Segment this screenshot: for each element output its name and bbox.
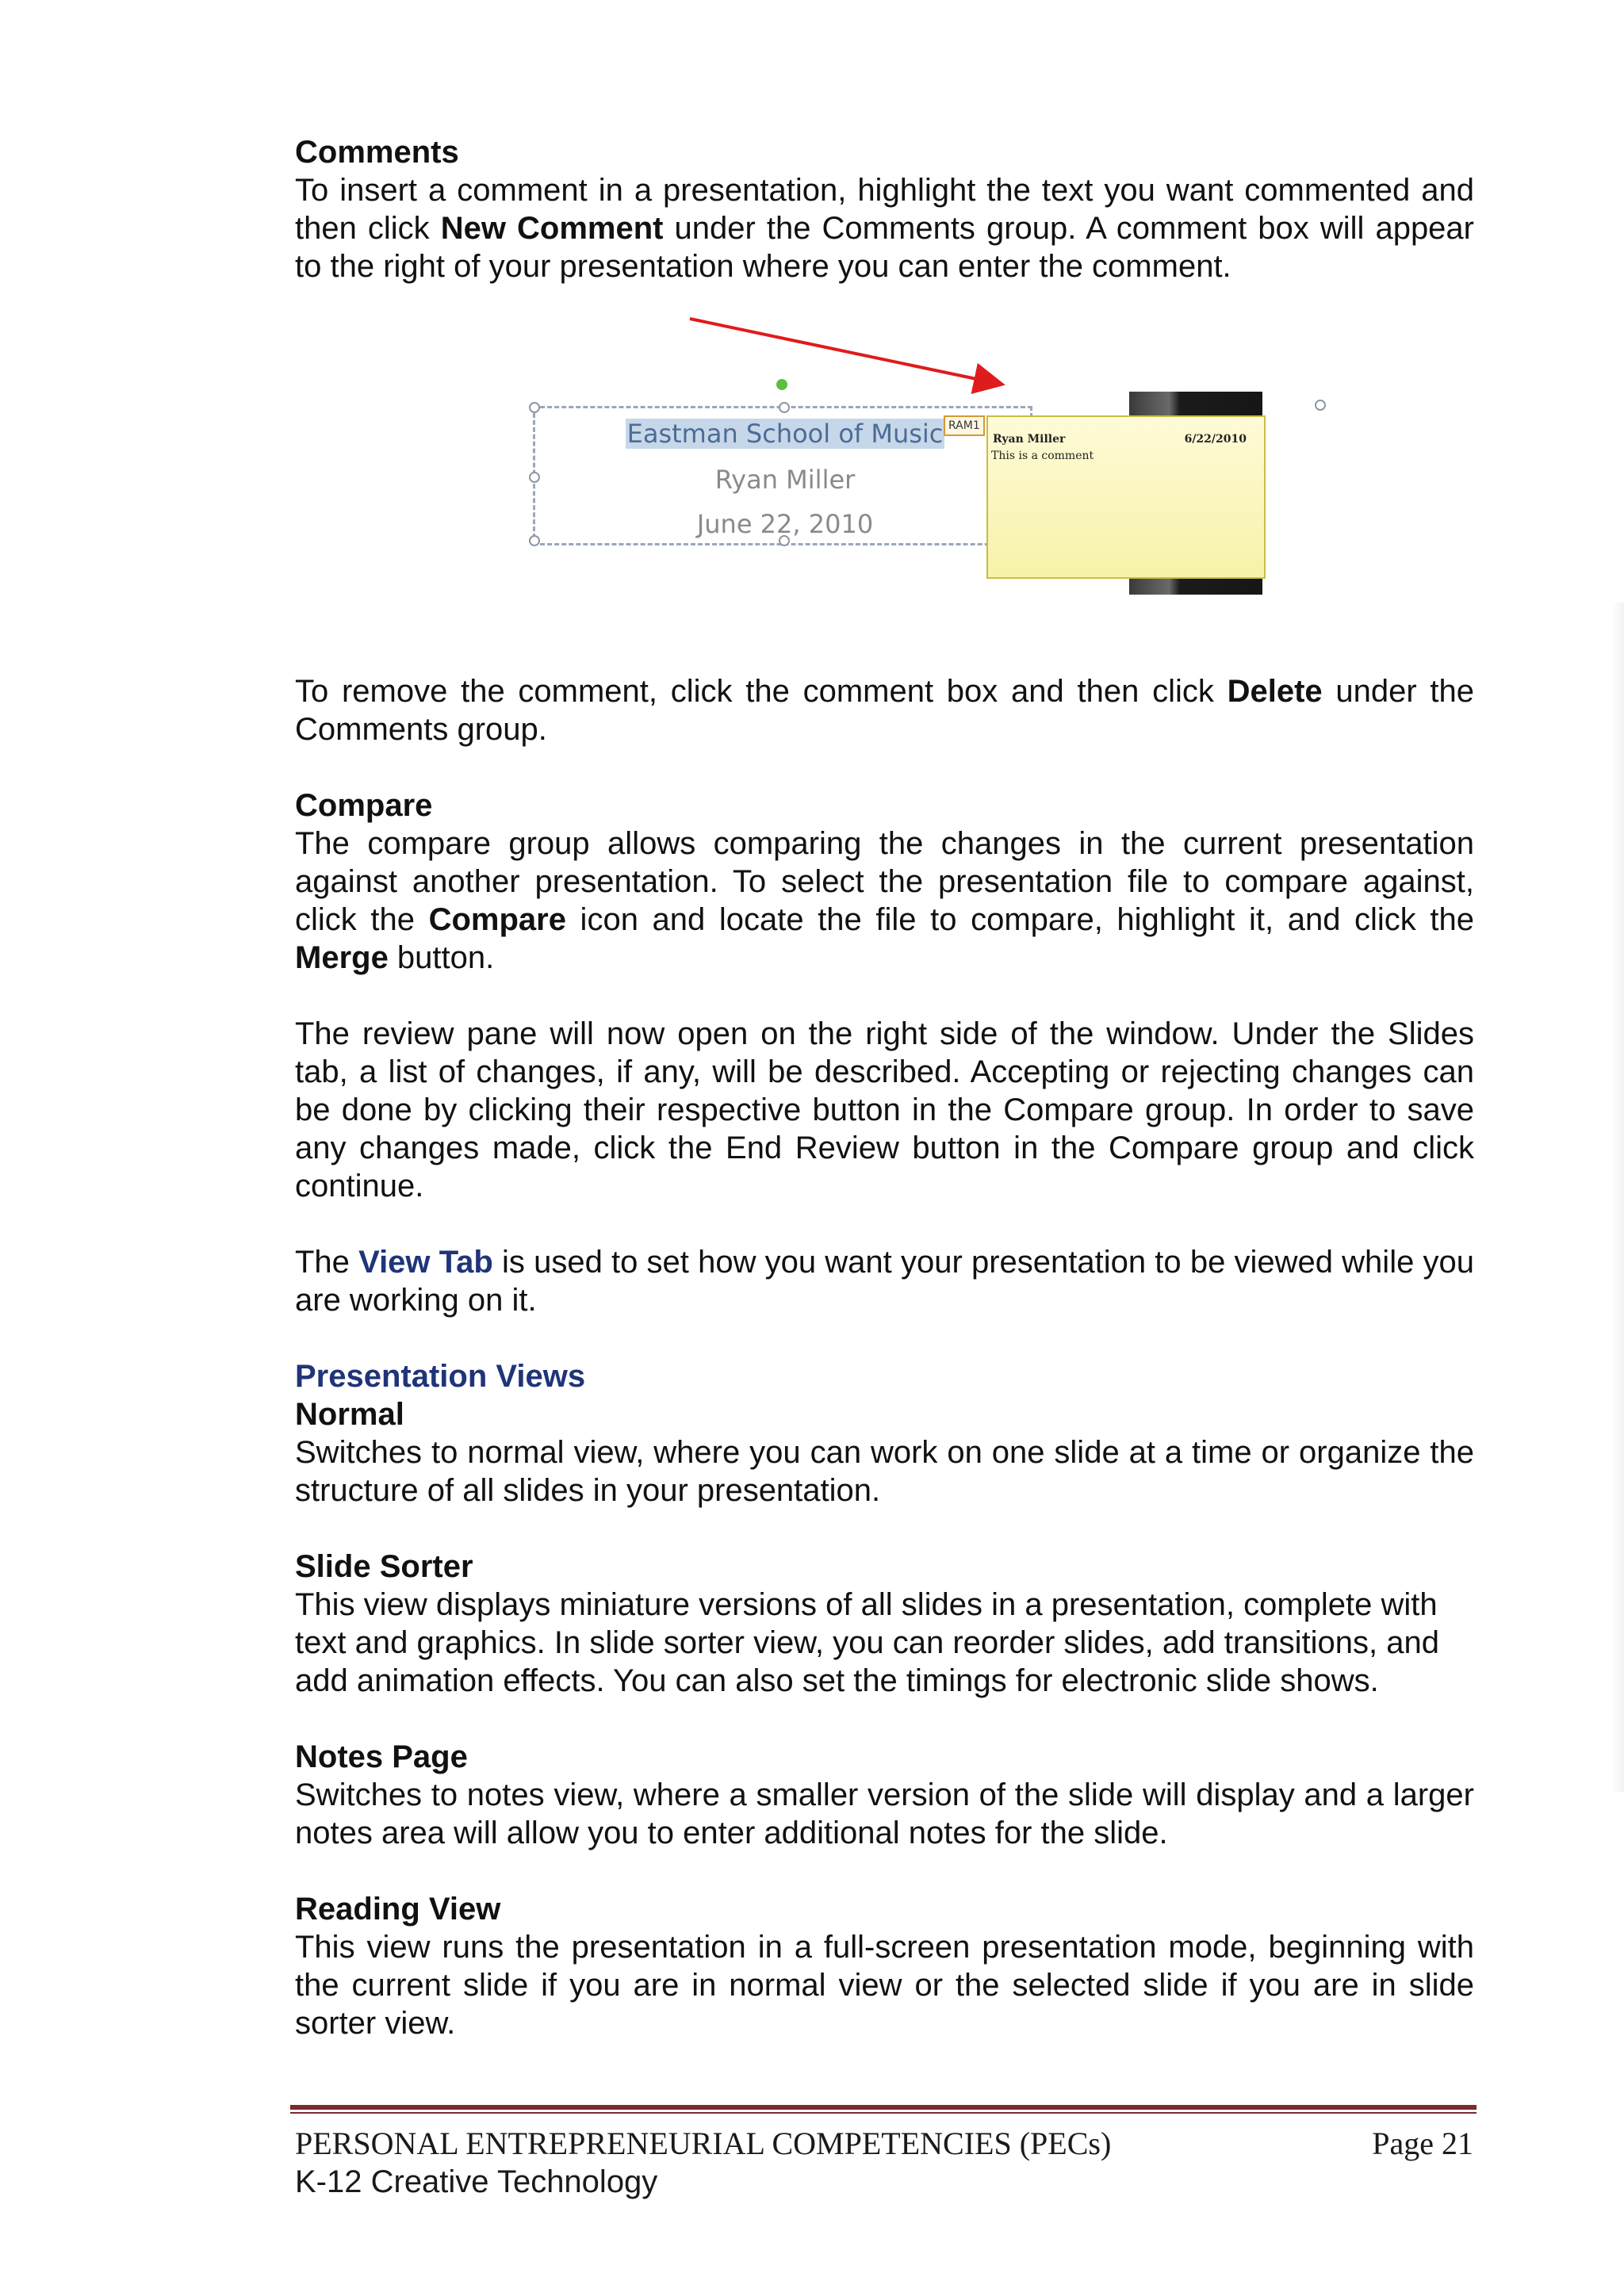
delete-term: Delete <box>1227 674 1323 709</box>
comment-date: 6/22/2010 <box>1184 433 1247 446</box>
view-tab-term: View Tab <box>358 1245 493 1280</box>
footer-title: PERSONAL ENTREPRENEURIAL COMPETENCIES (PECs) <box>295 2126 1112 2161</box>
compare-heading: Compare <box>295 788 433 823</box>
page-edge-shadow <box>1611 603 1624 1792</box>
resize-handle-icon <box>779 402 790 413</box>
comment-author: Ryan Miller <box>993 433 1066 446</box>
page-content <box>295 133 1474 2042</box>
merge-term: Merge <box>295 940 389 975</box>
review-paragraph: The review pane will now open on the right side of the window. Under the Slides tab, a list of changes, if any, will be described. Accepting or rejecting changes can be done by clicking their respective button in the Compare group. In order to save any changes made, click the End Review button in the Compare group and click continue. <box>295 1016 1474 1203</box>
slide-author-line: Ryan Miller <box>714 465 856 495</box>
resize-handle-icon <box>529 402 540 413</box>
compare-term: Compare <box>428 902 566 937</box>
compare-paragraph: The compare group allows comparing the changes in the current presentation against another presentation. To select the presentation file to compare against, click the Compare icon and locate the file to compare, highlight it, and click the Merge button. <box>295 826 1474 975</box>
slide-sorter-heading: Slide Sorter <box>295 1549 473 1584</box>
normal-paragraph: Switches to normal view, where you can work on one slide at a time or organize the structure of all slides in your presentation. <box>295 1435 1474 1508</box>
notes-page-heading: Notes Page <box>295 1739 468 1774</box>
comment-marker: RAM1 <box>944 415 985 436</box>
comment-text: This is a comment <box>991 450 1094 462</box>
comment-screenshot-figure <box>295 312 1474 629</box>
comment-box <box>986 415 1266 579</box>
comments-heading: Comments <box>295 135 459 170</box>
rotation-handle-icon <box>776 379 787 390</box>
notes-page-paragraph: Switches to notes view, where a smaller version of the slide will display and a larger notes area will allow you to enter additional notes for the slide. <box>295 1777 1474 1850</box>
footer-rule-thin <box>290 2112 1477 2114</box>
page-number: Page 21 <box>1372 2126 1473 2161</box>
reading-view-heading: Reading View <box>295 1892 501 1927</box>
footer-subtitle: K-12 Creative Technology <box>295 2164 658 2199</box>
resize-handle-icon <box>1315 400 1326 411</box>
remove-paragraph: To remove the comment, click the comment box and then click Delete under the Comments group. <box>295 674 1475 747</box>
view-tab-paragraph: The View Tab is used to set how you want your presentation to be viewed while you are working on it. <box>295 1245 1474 1318</box>
footer-rule <box>290 2105 1477 2110</box>
comments-paragraph: To insert a comment in a presentation, highlight the text you want commented and then click New Comment under the Comments group. A comment box will appear to the right of your presentation where you can enter the comment. <box>295 173 1474 284</box>
slide-date-line: June 22, 2010 <box>696 509 874 539</box>
reading-view-paragraph: This view runs the presentation in a full-screen presentation mode, beginning with the current slide if you are in normal view or the selected slide if you are in slide sorter view. <box>295 1930 1474 2041</box>
normal-heading: Normal <box>295 1397 404 1432</box>
presentation-views-heading: Presentation Views <box>295 1359 586 1394</box>
slide-title-line: Eastman School of Music <box>626 419 944 449</box>
slide-sorter-paragraph: This view displays miniature versions of all slides in a presentation, complete with text and graphics. In slide sorter view, you can reorder slides, add transitions, and add animation effects. You can also set the timings for electronic slide shows. <box>295 1587 1439 1698</box>
new-comment-term: New Comment <box>440 211 664 246</box>
